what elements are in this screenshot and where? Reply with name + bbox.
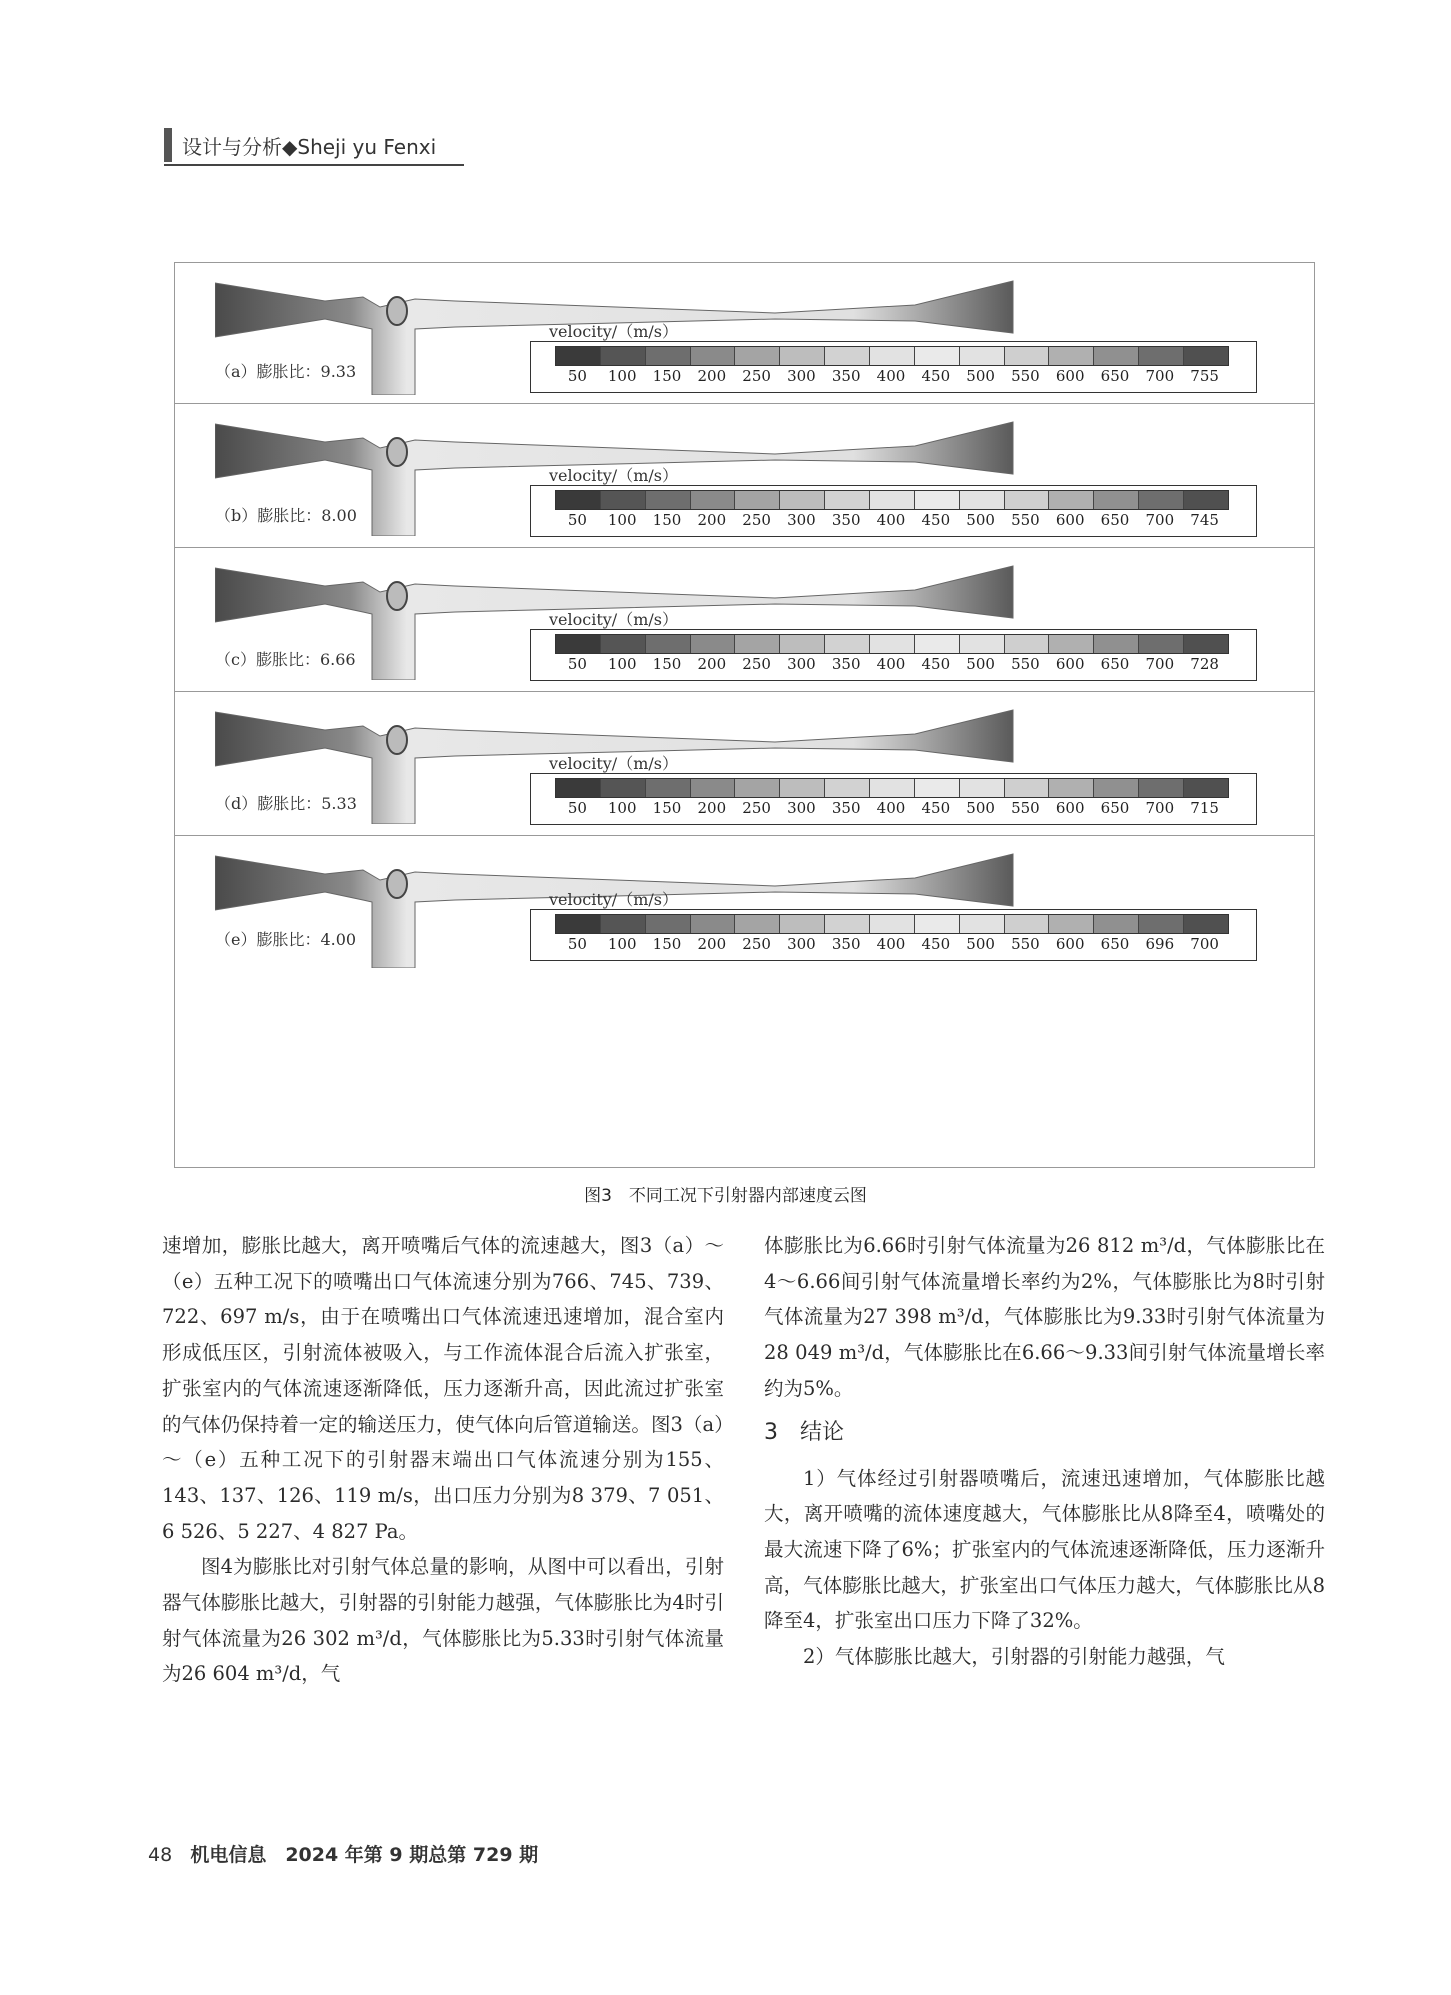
colorbar-cell <box>556 635 601 653</box>
colorbar-cell <box>735 779 780 797</box>
colorbar-cell <box>1184 779 1228 797</box>
colorbar-tick-label: 500 <box>966 367 995 385</box>
colorbar-cell <box>915 915 960 933</box>
colorbar-tick-label: 150 <box>652 655 682 673</box>
colorbar-cell <box>915 347 960 365</box>
colorbar-tick-label: 650 <box>1100 799 1130 817</box>
colorbar-cell <box>780 779 825 797</box>
section-heading: 3 结论 <box>764 1419 844 1445</box>
colorbar-cell <box>1094 635 1139 653</box>
colorbar-tick-label: 600 <box>1055 935 1085 953</box>
colorbar-tick-label: 50 <box>567 511 587 529</box>
colorbar-cell <box>870 915 915 933</box>
colorbar-tick-label: 450 <box>921 511 951 529</box>
colorbar-cell <box>1049 635 1094 653</box>
colorbar-tick-label: 450 <box>921 655 951 673</box>
colorbar-tick-label: 400 <box>876 935 906 953</box>
colorbar-cell <box>960 635 1005 653</box>
colorbar-cell <box>1094 347 1139 365</box>
colorbar-cell <box>691 347 736 365</box>
colorbar-tick-label: 600 <box>1055 799 1085 817</box>
paragraph: 速增加，膨胀比越大，离开喷嘴后气体的流速越大，图3（a）～（e）五种工况下的喷嘴出口气体流速分别为766、745、739、722、697 m/s，由于在喷嘴出口气体流速迅速增加，混合室内形成低压区，引射流体被吸入，与工作流体混合后流入扩张室，扩张室内的气体流速逐渐降低，压力逐渐升高，因此流过扩张室的气体仍保持着一定的输送压力，使气体向后管道输送。图3（a）～（e）五种工况下的引射器末端出口气体流速分别为155、143、137、126、119 m/s，出口压力分别为8 379、7 051、6 526、5 227、4 827 Pa。 <box>162 1234 724 1543</box>
colorbar-cell <box>1094 779 1139 797</box>
colorbar-cell <box>780 347 825 365</box>
figure-panel <box>175 836 1314 971</box>
colorbar-cell <box>691 635 736 653</box>
colorbar-title: velocity/（m/s） <box>549 466 678 485</box>
colorbar-title: velocity/（m/s） <box>549 322 678 341</box>
colorbar-tick-label: 745 <box>1190 511 1219 529</box>
colorbar-tick-label: 400 <box>876 511 906 529</box>
colorbar-tick-label: 500 <box>966 655 995 673</box>
colorbar-tick-label: 150 <box>652 799 682 817</box>
colorbar-cell <box>960 779 1005 797</box>
colorbar-tick-label: 728 <box>1190 655 1219 673</box>
colorbar-tick-label: 600 <box>1055 655 1085 673</box>
figure-panel <box>175 404 1314 548</box>
colorbar-cell <box>691 779 736 797</box>
colorbar-cell <box>601 779 646 797</box>
colorbar-cell <box>646 491 691 509</box>
colorbar-cell <box>1005 635 1050 653</box>
colorbar <box>530 909 1257 961</box>
colorbar-cell <box>1094 915 1139 933</box>
colorbar-tick-label: 450 <box>921 367 951 385</box>
colorbar-ticks <box>555 935 1227 955</box>
colorbar-tick-label: 400 <box>876 655 906 673</box>
colorbar-cell <box>1049 915 1094 933</box>
figure-3 <box>174 262 1315 1168</box>
colorbar-ticks <box>555 511 1227 531</box>
colorbar-cell <box>825 491 870 509</box>
colorbar-strip <box>555 490 1229 510</box>
panel-label: （b）膨胀比：8.00 <box>215 506 357 525</box>
colorbar-cell <box>1049 491 1094 509</box>
colorbar-cell <box>1005 915 1050 933</box>
page-number: 48 <box>148 1844 173 1866</box>
colorbar-cell <box>1005 347 1050 365</box>
colorbar-cell <box>1049 779 1094 797</box>
colorbar-title: velocity/（m/s） <box>549 754 678 773</box>
colorbar <box>530 485 1257 537</box>
right-column <box>764 1228 1325 1675</box>
colorbar-strip <box>555 914 1229 934</box>
colorbar-tick-label: 550 <box>1011 367 1040 385</box>
panel-label: （c）膨胀比：6.66 <box>215 650 356 669</box>
colorbar-tick-label: 755 <box>1190 367 1219 385</box>
colorbar-tick-label: 450 <box>921 935 951 953</box>
colorbar-cell <box>691 915 736 933</box>
colorbar-tick-label: 300 <box>787 367 816 385</box>
colorbar-tick-label: 250 <box>742 799 771 817</box>
colorbar-tick-label: 696 <box>1145 935 1175 953</box>
colorbar-tick-label: 250 <box>742 655 771 673</box>
colorbar-cell <box>556 915 601 933</box>
colorbar-cell <box>870 491 915 509</box>
colorbar-tick-label: 250 <box>742 367 771 385</box>
left-column <box>162 1228 724 1692</box>
colorbar-tick-label: 350 <box>831 655 861 673</box>
colorbar-tick-label: 350 <box>831 935 861 953</box>
colorbar-cell <box>601 347 646 365</box>
colorbar-ticks <box>555 367 1227 387</box>
colorbar-tick-label: 50 <box>567 935 587 953</box>
panel-label: （d）膨胀比：5.33 <box>215 794 357 813</box>
colorbar <box>530 773 1257 825</box>
colorbar-title: velocity/（m/s） <box>549 890 678 909</box>
colorbar-cell <box>780 635 825 653</box>
colorbar-cell <box>1139 635 1184 653</box>
colorbar-tick-label: 550 <box>1011 655 1040 673</box>
colorbar-cell <box>870 635 915 653</box>
colorbar-tick-label: 400 <box>876 799 906 817</box>
colorbar-cell <box>556 779 601 797</box>
colorbar-cell <box>915 635 960 653</box>
figure-panel <box>175 263 1314 404</box>
colorbar-cell <box>1139 347 1184 365</box>
colorbar-cell <box>780 491 825 509</box>
colorbar-cell <box>915 779 960 797</box>
colorbar-tick-label: 700 <box>1145 799 1175 817</box>
colorbar-cell <box>825 779 870 797</box>
colorbar-tick-label: 715 <box>1190 799 1219 817</box>
colorbar-cell <box>825 347 870 365</box>
colorbar-tick-label: 200 <box>697 935 727 953</box>
colorbar-tick-label: 500 <box>966 799 995 817</box>
figure-panel <box>175 692 1314 836</box>
colorbar <box>530 629 1257 681</box>
colorbar-cell <box>735 635 780 653</box>
colorbar-tick-label: 200 <box>697 367 727 385</box>
colorbar-strip <box>555 778 1229 798</box>
colorbar-tick-label: 250 <box>742 935 771 953</box>
colorbar-cell <box>960 491 1005 509</box>
colorbar-tick-label: 450 <box>921 799 951 817</box>
colorbar-cell <box>825 635 870 653</box>
paragraph: 2）气体膨胀比越大，引射器的引射能力越强，气 <box>803 1645 1225 1669</box>
colorbar-cell <box>556 347 601 365</box>
colorbar-ticks <box>555 799 1227 819</box>
colorbar-cell <box>915 491 960 509</box>
figure-panel <box>175 548 1314 692</box>
figure-caption: 图3 不同工况下引射器内部速度云图 <box>584 1186 867 1206</box>
colorbar-tick-label: 550 <box>1011 935 1040 953</box>
panel-label: （a）膨胀比：9.33 <box>215 362 357 381</box>
colorbar-tick-label: 100 <box>607 367 637 385</box>
colorbar-cell <box>1139 915 1184 933</box>
colorbar-cell <box>1005 779 1050 797</box>
colorbar-tick-label: 50 <box>567 655 587 673</box>
colorbar-tick-label: 350 <box>831 511 861 529</box>
colorbar-cell <box>601 915 646 933</box>
colorbar-tick-label: 200 <box>697 799 727 817</box>
colorbar-tick-label: 400 <box>876 367 906 385</box>
header-rule <box>164 164 464 166</box>
colorbar-title: velocity/（m/s） <box>549 610 678 629</box>
colorbar-cell <box>960 915 1005 933</box>
colorbar-cell <box>646 779 691 797</box>
colorbar-tick-label: 700 <box>1190 935 1219 953</box>
colorbar-cell <box>691 491 736 509</box>
colorbar-cell <box>825 915 870 933</box>
colorbar-cell <box>646 635 691 653</box>
colorbar-tick-label: 700 <box>1145 367 1175 385</box>
colorbar-tick-label: 100 <box>607 655 637 673</box>
colorbar-tick-label: 50 <box>567 799 587 817</box>
paragraph: 体膨胀比为6.66时引射气体流量为26 812 m³/d，气体膨胀比在4～6.66间引射气体流量增长率约为2%，气体膨胀比为8时引射气体流量为27 398 m³/d，气体膨胀比为9.33时引射气体流量为28 049 m³/d，气体膨胀比在6.66～9.33间引射气体流量增长率约为5%。 <box>764 1234 1325 1400</box>
colorbar-cell <box>780 915 825 933</box>
colorbar-cell <box>960 347 1005 365</box>
header-text: 设计与分析◆Sheji yu Fenxi <box>182 134 437 159</box>
colorbar-cell <box>1049 347 1094 365</box>
colorbar-cell <box>870 347 915 365</box>
colorbar-tick-label: 300 <box>787 799 816 817</box>
journal-info: 机电信息 2024 年第 9 期总第 729 期 <box>190 1844 539 1866</box>
colorbar-cell <box>1184 347 1228 365</box>
colorbar-tick-label: 300 <box>787 655 816 673</box>
colorbar-tick-label: 650 <box>1100 935 1130 953</box>
colorbar-tick-label: 600 <box>1055 367 1085 385</box>
colorbar-tick-label: 50 <box>567 367 587 385</box>
paragraph: 1）气体经过引射器喷嘴后，流速迅速增加，气体膨胀比越大，离开喷嘴的流体速度越大，气体膨胀比从8降至4，喷嘴处的最大流速下降了6%；扩张室内的气体流速逐渐降低，压力逐渐升高，气体膨胀比越大，扩张室出口气体压力越大，气体膨胀比从8降至4，扩张室出口压力下降了32%。 <box>764 1466 1325 1633</box>
colorbar-cell <box>735 347 780 365</box>
panel-label: （e）膨胀比：4.00 <box>215 930 357 949</box>
colorbar-cell <box>1139 779 1184 797</box>
colorbar <box>530 341 1257 393</box>
header-bar <box>164 128 172 162</box>
page-footer <box>148 1840 538 1867</box>
colorbar-cell <box>735 491 780 509</box>
colorbar-tick-label: 500 <box>966 935 995 953</box>
colorbar-tick-label: 300 <box>787 511 816 529</box>
colorbar-tick-label: 550 <box>1011 511 1040 529</box>
colorbar-tick-label: 650 <box>1100 655 1130 673</box>
colorbar-cell <box>1094 491 1139 509</box>
colorbar-tick-label: 100 <box>607 935 637 953</box>
colorbar-ticks <box>555 655 1227 675</box>
colorbar-tick-label: 300 <box>787 935 816 953</box>
colorbar-tick-label: 650 <box>1100 511 1130 529</box>
colorbar-tick-label: 700 <box>1145 511 1175 529</box>
colorbar-strip <box>555 634 1229 654</box>
colorbar-tick-label: 100 <box>607 511 637 529</box>
colorbar-cell <box>556 491 601 509</box>
colorbar-cell <box>1184 915 1228 933</box>
paragraph: 图4为膨胀比对引射气体总量的影响，从图中可以看出，引射器气体膨胀比越大，引射器的引射能力越强，气体膨胀比为4时引射气体流量为26 302 m³/d，气体膨胀比为5.33时引射气体流量为26 604 m³/d，气 <box>162 1555 724 1686</box>
colorbar-strip <box>555 346 1229 366</box>
colorbar-tick-label: 150 <box>652 367 682 385</box>
colorbar-tick-label: 150 <box>652 935 682 953</box>
colorbar-tick-label: 100 <box>607 799 637 817</box>
colorbar-cell <box>601 491 646 509</box>
colorbar-tick-label: 600 <box>1055 511 1085 529</box>
colorbar-cell <box>646 915 691 933</box>
colorbar-cell <box>1005 491 1050 509</box>
running-header <box>164 128 436 162</box>
colorbar-tick-label: 200 <box>697 655 727 673</box>
colorbar-tick-label: 650 <box>1100 367 1130 385</box>
colorbar-cell <box>870 779 915 797</box>
colorbar-cell <box>601 635 646 653</box>
colorbar-tick-label: 500 <box>966 511 995 529</box>
colorbar-cell <box>646 347 691 365</box>
colorbar-tick-label: 250 <box>742 511 771 529</box>
colorbar-cell <box>1139 491 1184 509</box>
colorbar-tick-label: 550 <box>1011 799 1040 817</box>
colorbar-tick-label: 350 <box>831 799 861 817</box>
colorbar-tick-label: 150 <box>652 511 682 529</box>
colorbar-cell <box>1184 491 1228 509</box>
colorbar-tick-label: 200 <box>697 511 727 529</box>
colorbar-tick-label: 350 <box>831 367 861 385</box>
colorbar-cell <box>1184 635 1228 653</box>
colorbar-tick-label: 700 <box>1145 655 1175 673</box>
colorbar-cell <box>735 915 780 933</box>
